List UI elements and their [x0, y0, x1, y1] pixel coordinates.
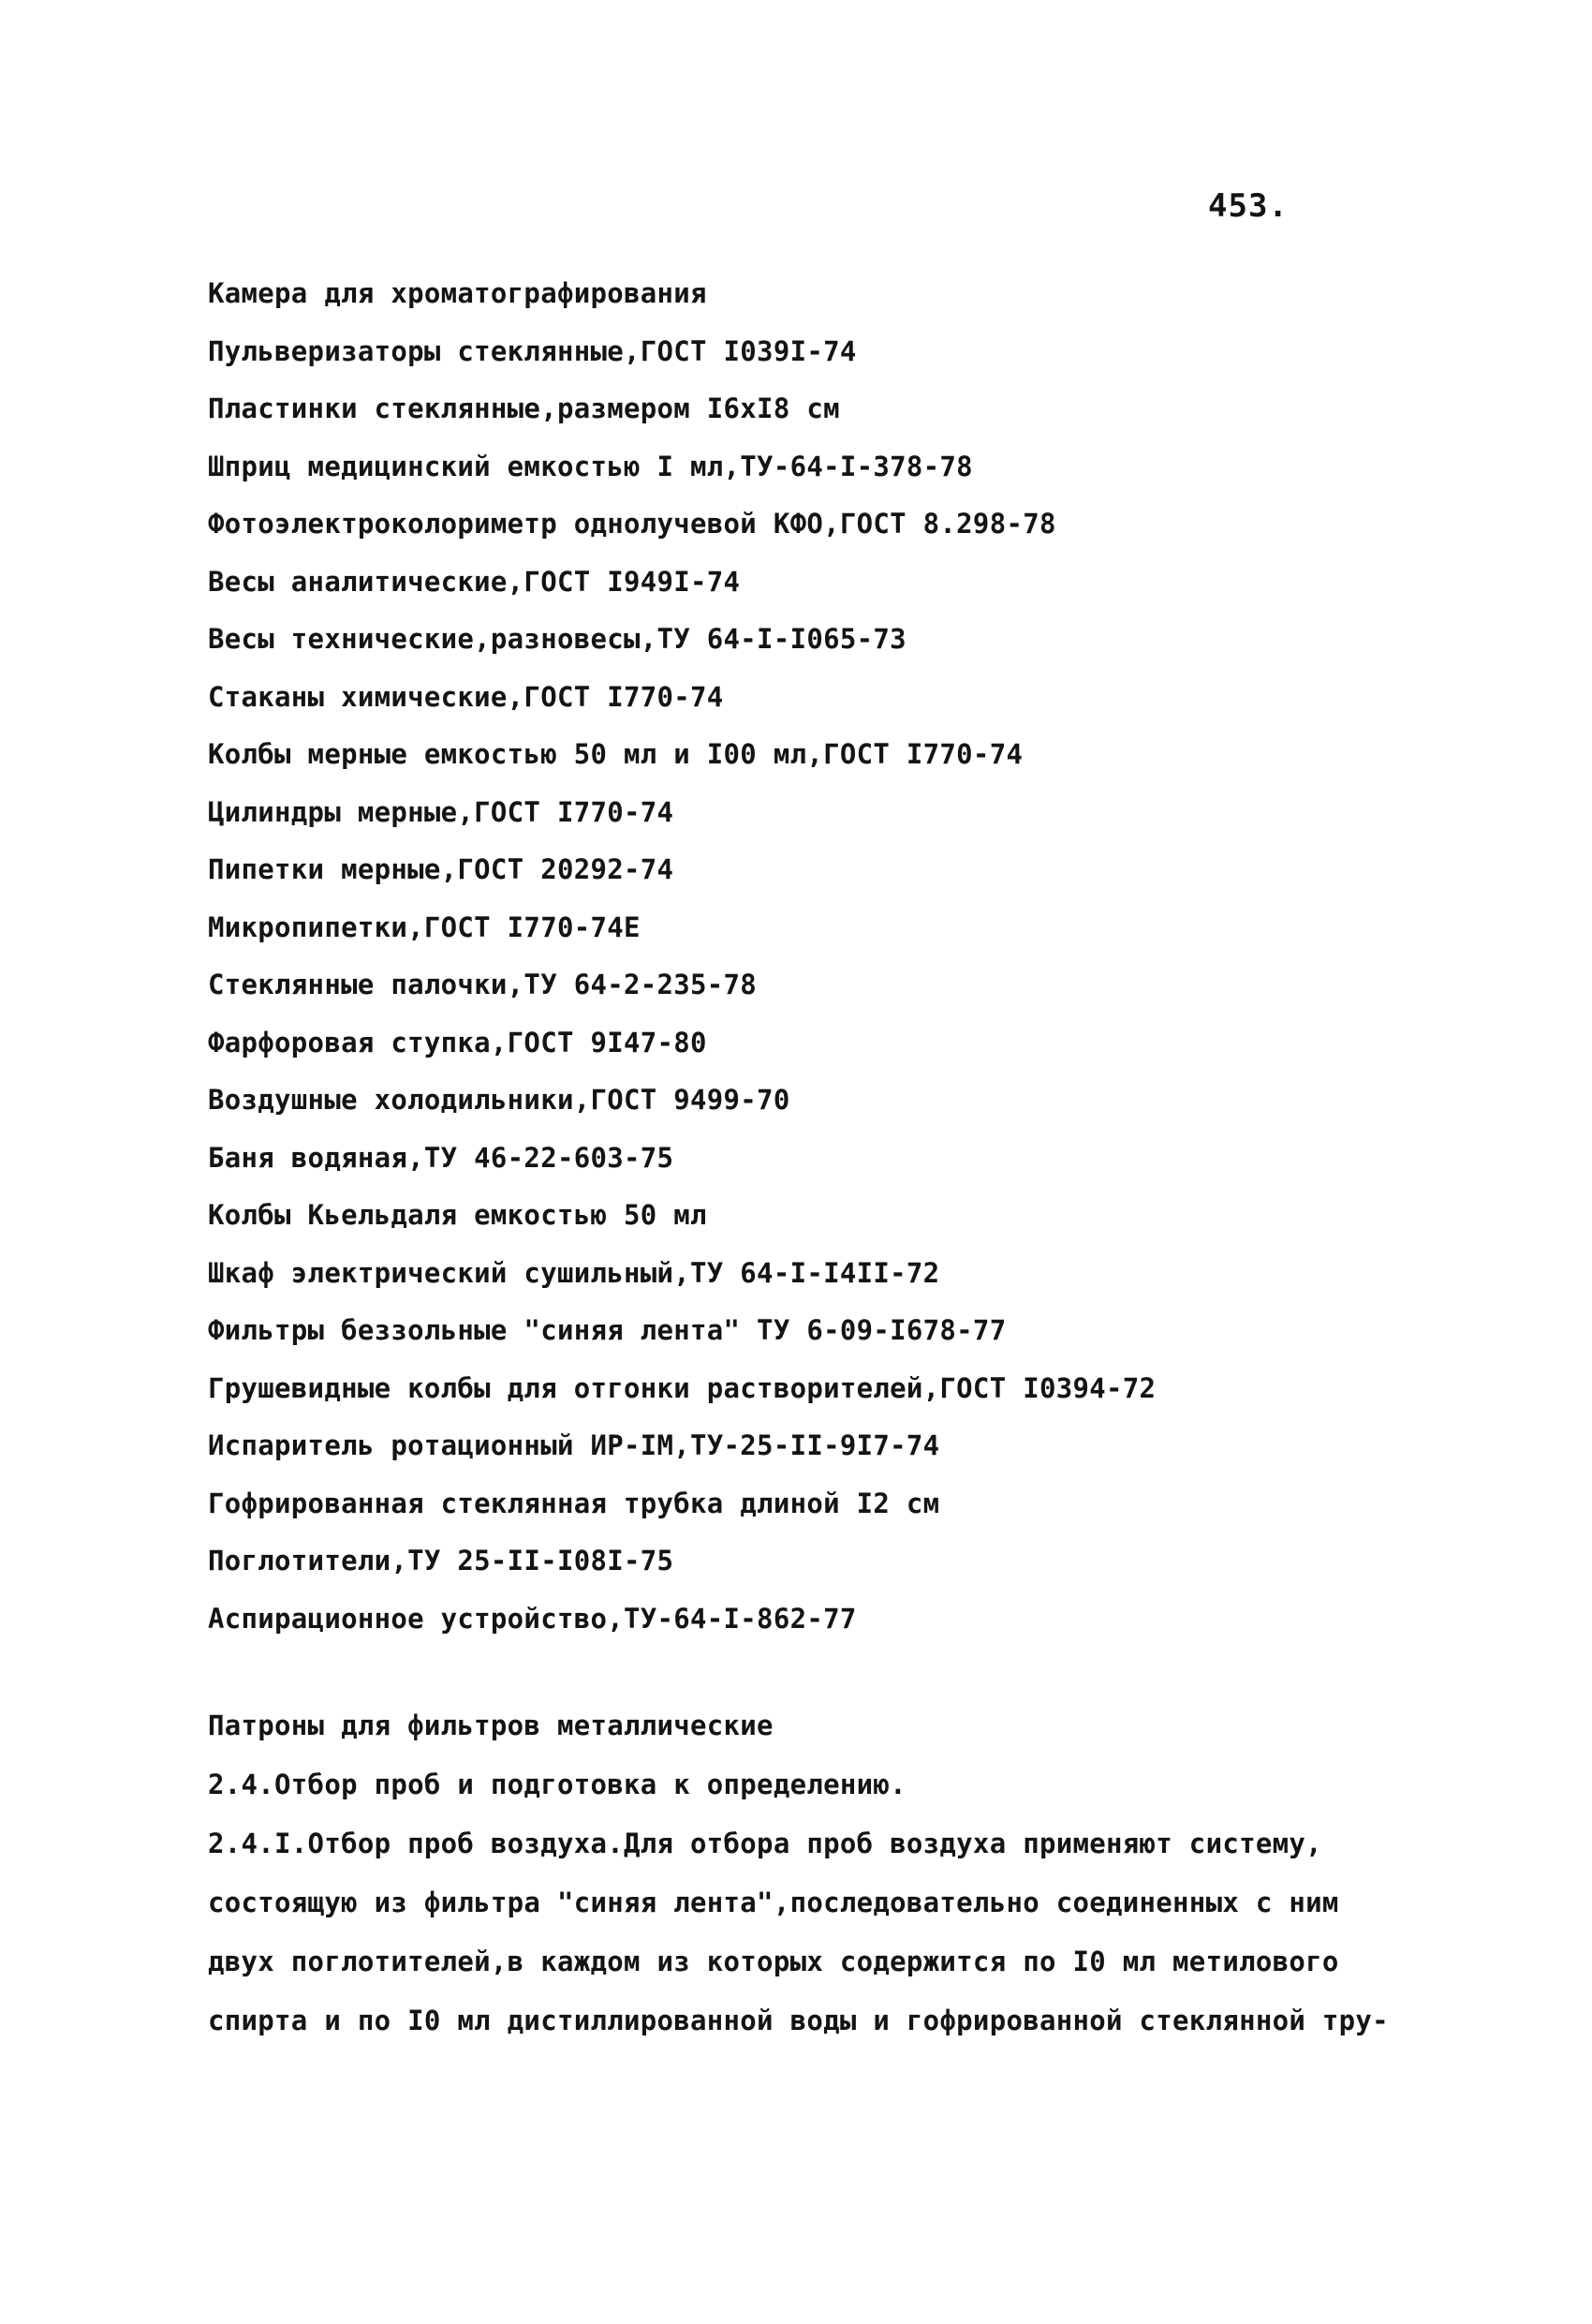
paragraph-line: двух поглотителей,в каждом из которых содержится по I0 мл метилового — [208, 1946, 1339, 1977]
list-item: Фарфоровая ступка,ГОСТ 9I47-80 — [208, 1026, 707, 1058]
list-item: Фотоэлектроколориметр однолучевой КФО,ГОСТ 8.298-78 — [208, 508, 1056, 540]
paragraph-line: состоящую из фильтра "синяя лента",последовательно соединенных с ним — [208, 1887, 1339, 1918]
list-item: Пипетки мерные,ГОСТ 20292-74 — [208, 853, 674, 885]
list-item: Поглотители,ТУ 25-II-I08I-75 — [208, 1545, 674, 1576]
equipment-list — [208, 265, 1538, 1648]
list-item: Аспирационное устройство,ТУ-64-I-862-77 — [208, 1602, 857, 1635]
list-item: Стаканы химические,ГОСТ I770-74 — [208, 680, 724, 713]
list-item: Шприц медицинский емкостью I мл,ТУ-64-I-378-78 — [208, 450, 973, 482]
section-heading: 2.4.Отбор проб и подготовка к определению. — [208, 1769, 907, 1800]
list-item: Колбы мерные емкостью 50 мл и I00 мл,ГОСТ I770-74 — [208, 738, 1024, 770]
list-item: Фильтры беззольные "синяя лента" ТУ 6-09-I678-77 — [208, 1314, 1007, 1346]
list-item: Цилиндры мерные,ГОСТ I770-74 — [208, 795, 674, 828]
list-item: Испаритель ротационный ИР-IМ,ТУ-25-II-9I7-74 — [208, 1429, 940, 1461]
list-item: Микропипетки,ГОСТ I770-74Е — [208, 910, 641, 943]
list-item: Баня водяная,ТУ 46-22-603-75 — [208, 1141, 674, 1174]
list-item: Пластинки стеклянные,размером I6xI8 см — [208, 392, 840, 424]
list-item: Пульверизаторы стеклянные,ГОСТ I039I-74 — [208, 334, 857, 367]
section-paragraph — [208, 1825, 1389, 2061]
paragraph-line: спирта и по I0 мл дистиллированной воды и гофрированной стеклянной тру- — [208, 2005, 1389, 2036]
list-item: Грушевидные колбы для отгонки растворителей,ГОСТ I0394-72 — [208, 1371, 1157, 1404]
list-item: Весы технические,разновесы,ТУ 64-I-I065-73 — [208, 623, 907, 655]
paragraph-line: 2.4.I.Отбор проб воздуха.Для отбора проб воздуха применяют систему, — [208, 1828, 1322, 1859]
list-item: Весы аналитические,ГОСТ I949I-74 — [208, 565, 741, 598]
list-item: Воздушные холодильники,ГОСТ 9499-70 — [208, 1084, 790, 1116]
cartridges-line: Патроны для фильтров металлические — [208, 1710, 774, 1741]
list-item: Шкаф электрический сушильный,ТУ 64-I-I4II-72 — [208, 1256, 940, 1289]
list-item: Стеклянные палочки,ТУ 64-2-235-78 — [208, 969, 758, 1000]
list-item: Камера для хроматографирования — [208, 277, 707, 309]
list-item: Гофрированная стеклянная трубка длиной I2 см — [208, 1487, 940, 1519]
list-item: Колбы Кьельдаля емкостью 50 мл — [208, 1199, 707, 1231]
page-number: 453. — [1208, 187, 1289, 225]
